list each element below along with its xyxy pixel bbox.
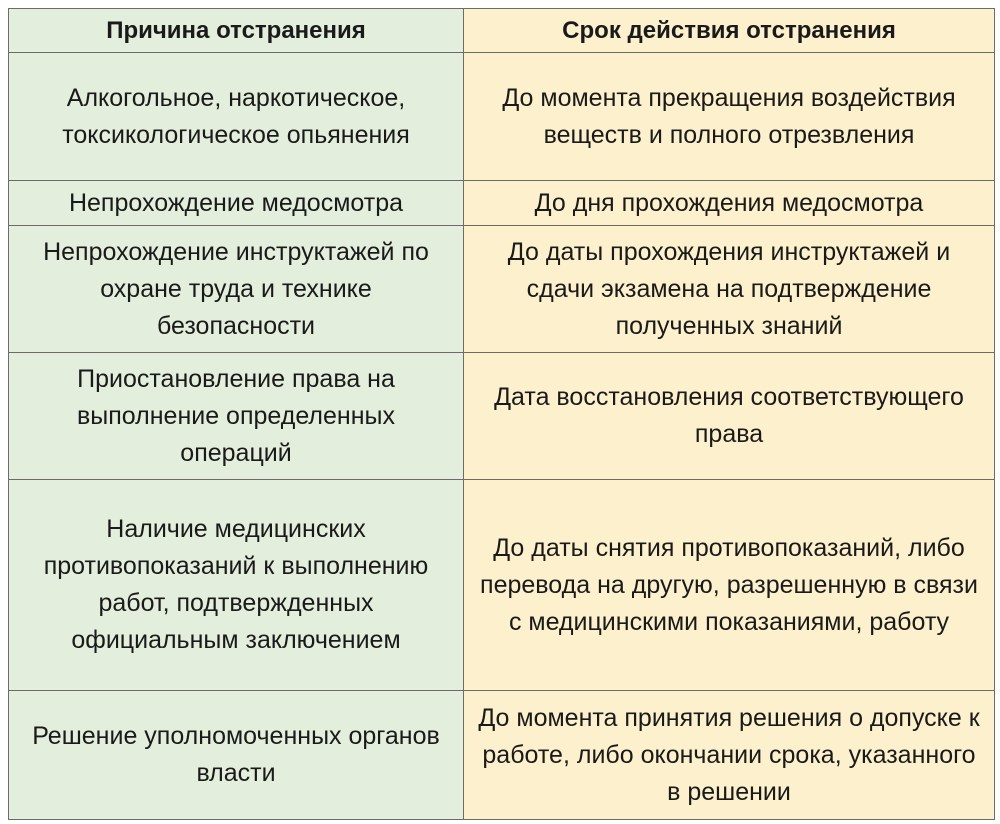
duration-cell [464, 480, 995, 691]
reason-cell [9, 181, 464, 226]
reason-cell [9, 53, 464, 181]
table-row [9, 53, 995, 181]
reason-text: Решение уполномоченных органов власти [32, 722, 440, 787]
table-row [9, 480, 995, 691]
reason-text: Непрохождение медосмотра [68, 188, 404, 217]
table-row [9, 691, 995, 820]
reason-cell [9, 353, 464, 480]
reason-cell [9, 226, 464, 353]
table-row [9, 181, 995, 226]
duration-text: До момента принятия решения о допуске к работе, либо окончании срока, указанного в решении [478, 703, 980, 806]
reason-text: Непрохождение инструктажей по охране труда и технике безопасности [43, 237, 429, 340]
header-duration: Срок действия отстранения [464, 9, 995, 53]
duration-cell [464, 353, 995, 480]
duration-cell [464, 691, 995, 820]
duration-text: До даты прохождения инструктажей и сдачи экзамена на подтверждение полученных знаний [507, 237, 951, 340]
table-header-row [9, 9, 995, 53]
reason-cell [9, 691, 464, 820]
duration-cell [464, 226, 995, 353]
reason-text: Наличие медицинских противопоказаний к выполнению работ, подтвержденных официальным заключением [43, 515, 429, 654]
duration-text: До даты снятия противопоказаний, либо перевода на другую, разрешенную в связи с медицинскими показаниями, работу [480, 533, 978, 636]
suspension-table [8, 8, 995, 820]
table-row [9, 226, 995, 353]
reason-text: Алкогольное, наркотическое, токсикологическое опьянения [62, 83, 410, 149]
reason-cell [9, 480, 464, 691]
table-row [9, 353, 995, 480]
duration-cell [464, 181, 995, 226]
header-reason: Причина отстранения [9, 9, 464, 53]
reason-text: Приостановление права на выполнение определенных операций [77, 364, 395, 467]
duration-text: До момента прекращения воздействия веществ и полного отрезвления [502, 83, 956, 149]
duration-cell [464, 53, 995, 181]
duration-text: До дня прохождения медосмотра [534, 188, 924, 217]
duration-text: Дата восстановления соответствующего права [494, 383, 964, 448]
